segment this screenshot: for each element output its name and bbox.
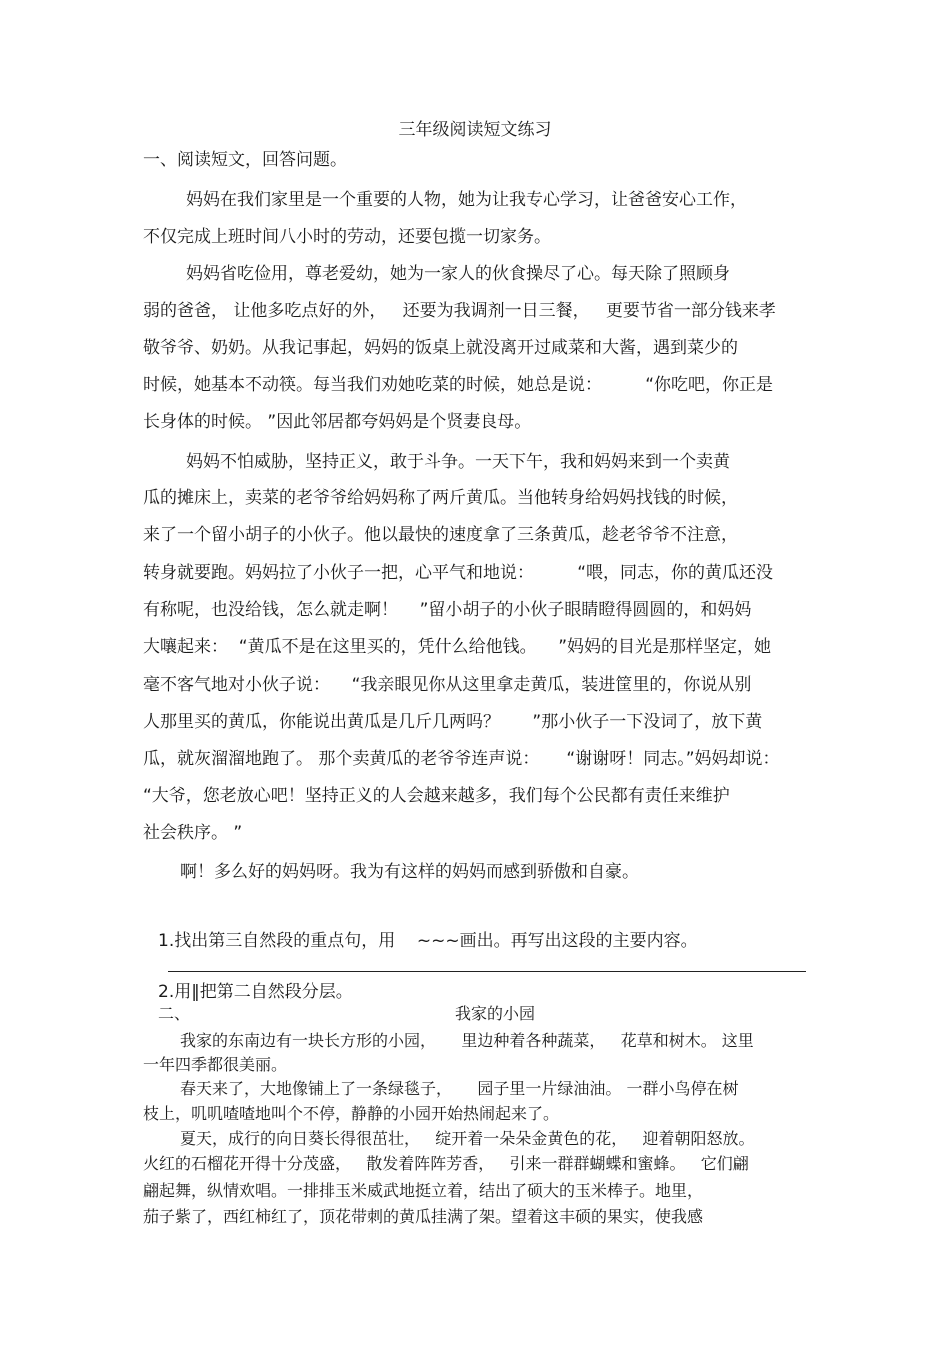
- paragraph-line: 火红的石榴花开得十分茂盛， 散发着阵阵芳香， 引来一群群蝴蝶和蜜蜂。 它们翩: [143, 1154, 749, 1173]
- question-2: 2.用‖把第二自然段分层。: [158, 982, 353, 1002]
- paragraph-line: 一年四季都很美丽。: [143, 1055, 288, 1074]
- paragraph-line: “大爷，您老放心吧！坚持正义的人会越来越多，我们每个公民都有责任来维护: [143, 786, 730, 806]
- paragraph-line: 不仅完成上班时间八小时的劳动，还要包揽一切家务。: [143, 227, 551, 247]
- paragraph-line: 敬爷爷、奶奶。从我记事起，妈妈的饭桌上就没离开过咸菜和大酱，遇到菜少的: [143, 338, 738, 358]
- paragraph-line: 人那里买的黄瓜，你能说出黄瓜是几斤几两吗？ ”那小伙子一下没词了，放下黄: [143, 712, 763, 732]
- paragraph-line: 长身体的时候。 ”因此邻居都夸妈妈是个贤妻良母。: [143, 412, 532, 432]
- answer-line: [168, 971, 806, 972]
- section2-number: 二、: [158, 1004, 191, 1023]
- paragraph-line: 夏天，成行的向日葵长得很茁壮， 绽开着一朵朵金黄色的花， 迎着朝阳怒放。: [180, 1129, 755, 1148]
- section1-heading: 一、阅读短文，回答问题。: [143, 150, 347, 170]
- paragraph-line: 转身就要跑。妈妈拉了小伙子一把，心平气和地说： “喂，同志，你的黄瓜还没: [143, 563, 774, 583]
- paragraph-line: 大嚷起来： “黄瓜不是在这里买的，凭什么给他钱。 ”妈妈的目光是那样坚定，她: [143, 637, 772, 657]
- question-1: 1.找出第三自然段的重点句，用 ~~~画出。再写出这段的主要内容。: [158, 931, 698, 951]
- paragraph-line: 妈妈在我们家里是一个重要的人物，她为让我专心学习，让爸爸安心工作，: [186, 190, 747, 210]
- paragraph-line: 我家的东南边有一块长方形的小园， 里边种着各种蔬菜， 花草和树木。 这里: [180, 1031, 754, 1050]
- paragraph-line: 妈妈省吃俭用，尊老爱幼，她为一家人的伙食操尽了心。每天除了照顾身: [186, 264, 730, 284]
- paragraph-line: 瓜的摊床上，卖菜的老爷爷给妈妈称了两斤黄瓜。当他转身给妈妈找钱的时候，: [143, 488, 738, 508]
- paragraph-line: 毫不客气地对小伙子说： “我亲眼见你从这里拿走黄瓜，装进筐里的，你说从别: [143, 675, 752, 695]
- document-title: 三年级阅读短文练习: [398, 120, 552, 140]
- paragraph-line: 春天来了，大地像铺上了一条绿毯子， 园子里一片绿油油。 一群小鸟停在树: [180, 1079, 739, 1098]
- section2-title: 我家的小园: [455, 1004, 536, 1023]
- paragraph-line: 有称呢，也没给钱，怎么就走啊！ ”留小胡子的小伙子眼睛瞪得圆圆的，和妈妈: [143, 600, 752, 620]
- paragraph-line: 啊！多么好的妈妈呀。我为有这样的妈妈而感到骄傲和自豪。: [180, 862, 639, 882]
- paragraph-line: 瓜，就灰溜溜地跑了。 那个卖黄瓜的老爷爷连声说： “谢谢呀！同志。”妈妈却说：: [143, 749, 780, 769]
- paragraph-line: 社会秩序。 ”: [143, 823, 243, 843]
- paragraph-line: 时候，她基本不动筷。每当我们劝她吃菜的时候，她总是说： “你吃吧，你正是: [143, 375, 774, 395]
- paragraph-line: 妈妈不怕威胁，坚持正义，敢于斗争。一天下午，我和妈妈来到一个卖黄: [186, 452, 730, 472]
- paragraph-line: 翩起舞，纵情欢唱。一排排玉米威武地挺立着，结出了硕大的玉米棒子。地里，: [143, 1181, 704, 1200]
- paragraph-line: 茄子紫了，西红柿红了，顶花带刺的黄瓜挂满了架。望着这丰硕的果实，使我感: [143, 1207, 704, 1226]
- paragraph-line: 来了一个留小胡子的小伙子。他以最快的速度拿了三条黄瓜，趁老爷爷不注意，: [143, 525, 738, 545]
- paragraph-line: 枝上，叽叽喳喳地叫个不停，静静的小园开始热闹起来了。: [143, 1104, 560, 1123]
- paragraph-line: 弱的爸爸， 让他多吃点好的外， 还要为我调剂一日三餐， 更要节省一部分钱来孝: [143, 301, 776, 321]
